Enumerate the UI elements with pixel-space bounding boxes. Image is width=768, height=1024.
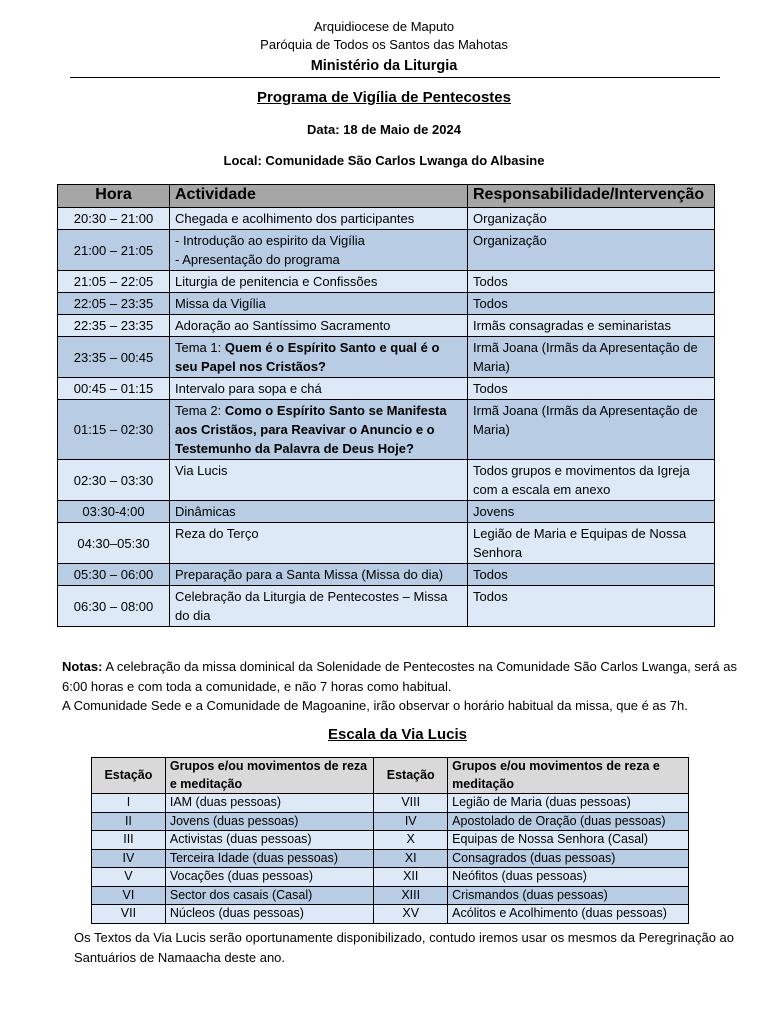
table-row [58, 208, 715, 230]
schedule-header-row [58, 185, 715, 208]
responsible-cell: Irmãs consagradas e seminaristas [468, 315, 715, 337]
activity-cell [170, 378, 468, 400]
group-cell: Apostolado de Oração (duas pessoas) [448, 812, 689, 831]
group-cell: Jovens (duas pessoas) [165, 812, 373, 831]
responsible-cell: Irmã Joana (Irmãs da Apresentação de Maria) [468, 400, 715, 460]
via-lucis-title: Escala da Via Lucis [328, 726, 467, 743]
table-row [92, 905, 689, 924]
group-cell: Núcleos (duas pessoas) [165, 905, 373, 924]
time-cell: 00:45 – 01:15 [58, 378, 170, 400]
station-cell: VI [92, 886, 166, 905]
parish-name: Paróquia de Todos os Santos das Mahotas [260, 37, 508, 52]
time-cell: 20:30 – 21:00 [58, 208, 170, 230]
program-location: Local: Comunidade São Carlos Lwanga do Albasine [223, 153, 545, 168]
time-cell: 03:30-4:00 [58, 501, 170, 523]
activity-line: Reza do Terço [175, 526, 259, 541]
activity-line: Celebração da Liturgia de Pentecostes – Missa do dia [175, 589, 448, 623]
time-cell: 22:35 – 23:35 [58, 315, 170, 337]
activity-cell [170, 564, 468, 586]
activity-line: Chegada e acolhimento dos participantes [175, 211, 415, 226]
notes [62, 657, 742, 716]
table-row [92, 886, 689, 905]
activity-line: - Introdução ao espirito da Vigília [175, 233, 365, 248]
table-row [58, 271, 715, 293]
table-row [58, 315, 715, 337]
station-cell: XV [374, 905, 448, 924]
time-cell: 23:35 – 00:45 [58, 337, 170, 378]
station-cell: X [374, 831, 448, 850]
station-cell: VII [92, 905, 166, 924]
activity-cell [170, 208, 468, 230]
table-row [92, 812, 689, 831]
station-cell: IV [92, 849, 166, 868]
group-cell: Neófitos (duas pessoas) [448, 868, 689, 887]
responsible-cell: Organização [468, 208, 715, 230]
activity-cell [170, 337, 468, 378]
table-row [58, 586, 715, 627]
responsible-cell: Todos grupos e movimentos da Igreja com a escala em anexo [468, 460, 715, 501]
responsible-cell: Todos [468, 271, 715, 293]
station-cell: V [92, 868, 166, 887]
activity-line: Preparação para a Santa Missa (Missa do dia) [175, 567, 444, 582]
activity-line: Intervalo para sopa e chá [175, 381, 322, 396]
table-row [58, 337, 715, 378]
table-row [58, 230, 715, 271]
station-cell: XIII [374, 886, 448, 905]
notes-text-2: A Comunidade Sede e a Comunidade de Magoanine, irão observar o horário habitual da missa, que é as 7h. [62, 698, 688, 713]
responsible-cell: Legião de Maria e Equipas de Nossa Senhora [468, 523, 715, 564]
group-cell: Consagrados (duas pessoas) [448, 849, 689, 868]
activity-cell [170, 293, 468, 315]
station-cell: XII [374, 868, 448, 887]
station-cell: VIII [374, 794, 448, 813]
via-lucis-header-row [92, 758, 689, 794]
via-header-estacao-1: Estação [92, 758, 166, 794]
responsible-cell: Jovens [468, 501, 715, 523]
table-row [92, 849, 689, 868]
activity-cell [170, 271, 468, 293]
header-divider [70, 77, 720, 78]
table-row [92, 831, 689, 850]
schedule-body [58, 208, 715, 627]
responsible-cell: Todos [468, 564, 715, 586]
station-cell: I [92, 794, 166, 813]
table-row [58, 378, 715, 400]
via-header-grupos-2: Grupos e/ou movimentos de reza e meditação [448, 758, 689, 794]
activity-line: Via Lucis [175, 463, 228, 478]
activity-cell [170, 586, 468, 627]
via-lucis-body [92, 794, 689, 924]
activity-line: Missa da Vigília [175, 296, 266, 311]
group-cell: Activistas (duas pessoas) [165, 831, 373, 850]
station-cell: II [92, 812, 166, 831]
responsible-cell: Todos [468, 293, 715, 315]
activity-cell [170, 523, 468, 564]
activity-cell [170, 315, 468, 337]
notes-text-1: A celebração da missa dominical da Solenidade de Pentecostes na Comunidade São Carlos Lwanga, será as 6:00 horas e com toda a comunidade, e não 7 horas como habitual. [62, 659, 737, 694]
activity-theme: Como o Espírito Santo se Manifesta aos Cristãos, para Reavivar o Anuncio e o Testemunho da Palavra de Deus Hoje? [175, 403, 447, 456]
program-title: Programa de Vigília de Pentecostes [257, 89, 511, 106]
notes-label: Notas: [62, 659, 103, 674]
table-row [58, 501, 715, 523]
group-cell: IAM (duas pessoas) [165, 794, 373, 813]
time-cell: 22:05 – 23:35 [58, 293, 170, 315]
via-header-grupos-1: Grupos e/ou movimentos de reza e meditação [165, 758, 373, 794]
activity-line: Liturgia de penitencia e Confissões [175, 274, 378, 289]
group-cell: Sector dos casais (Casal) [165, 886, 373, 905]
table-row [58, 523, 715, 564]
column-header-responsabilidade: Responsabilidade/Intervenção [468, 185, 715, 208]
responsible-cell: Todos [468, 586, 715, 627]
station-cell: III [92, 831, 166, 850]
time-cell: 02:30 – 03:30 [58, 460, 170, 501]
table-row [58, 564, 715, 586]
via-header-estacao-2: Estação [374, 758, 448, 794]
column-header-hora: Hora [58, 185, 170, 208]
activity-line: - Apresentação do programa [175, 252, 340, 267]
responsible-cell: Irmã Joana (Irmãs da Apresentação de Maria) [468, 337, 715, 378]
group-cell: Crismandos (duas pessoas) [448, 886, 689, 905]
responsible-cell: Todos [468, 378, 715, 400]
time-cell: 04:30–05:30 [58, 523, 170, 564]
table-row [92, 794, 689, 813]
activity-cell [170, 460, 468, 501]
group-cell: Vocações (duas pessoas) [165, 868, 373, 887]
activity-cell [170, 501, 468, 523]
activity-cell [170, 230, 468, 271]
footer-note: Os Textos da Via Lucis serão oportunamente disponibilizado, contudo iremos usar os mesmos da Peregrinação ao Santuários de Namaacha deste ano. [74, 930, 735, 965]
activity-prefix: Tema 1: [175, 340, 225, 355]
table-row [92, 868, 689, 887]
group-cell: Equipas de Nossa Senhora (Casal) [448, 831, 689, 850]
time-cell: 21:05 – 22:05 [58, 271, 170, 293]
activity-line: Dinâmicas [175, 504, 236, 519]
time-cell: 01:15 – 02:30 [58, 400, 170, 460]
station-cell: XI [374, 849, 448, 868]
activity-theme: Quem é o Espírito Santo e qual é o seu Papel nos Cristãos? [175, 340, 440, 374]
time-cell: 06:30 – 08:00 [58, 586, 170, 627]
schedule-table [57, 184, 715, 627]
table-row [58, 460, 715, 501]
activity-prefix: Tema 2: [175, 403, 225, 418]
ministry-name: Ministério da Liturgia [310, 58, 458, 74]
activity-line: Adoração ao Santíssimo Sacramento [175, 318, 391, 333]
archdiocese-name: Arquidiocese de Maputo [313, 19, 455, 34]
activity-cell [170, 400, 468, 460]
via-lucis-table [91, 757, 689, 924]
time-cell: 05:30 – 06:00 [58, 564, 170, 586]
table-row [58, 400, 715, 460]
group-cell: Terceira Idade (duas pessoas) [165, 849, 373, 868]
column-header-actividade: Actividade [170, 185, 468, 208]
time-cell: 21:00 – 21:05 [58, 230, 170, 271]
group-cell: Legião de Maria (duas pessoas) [448, 794, 689, 813]
table-row [58, 293, 715, 315]
program-date: Data: 18 de Maio de 2024 [307, 122, 461, 137]
group-cell: Acólitos e Acolhimento (duas pessoas) [448, 905, 689, 924]
station-cell: IV [374, 812, 448, 831]
responsible-cell: Organização [468, 230, 715, 271]
